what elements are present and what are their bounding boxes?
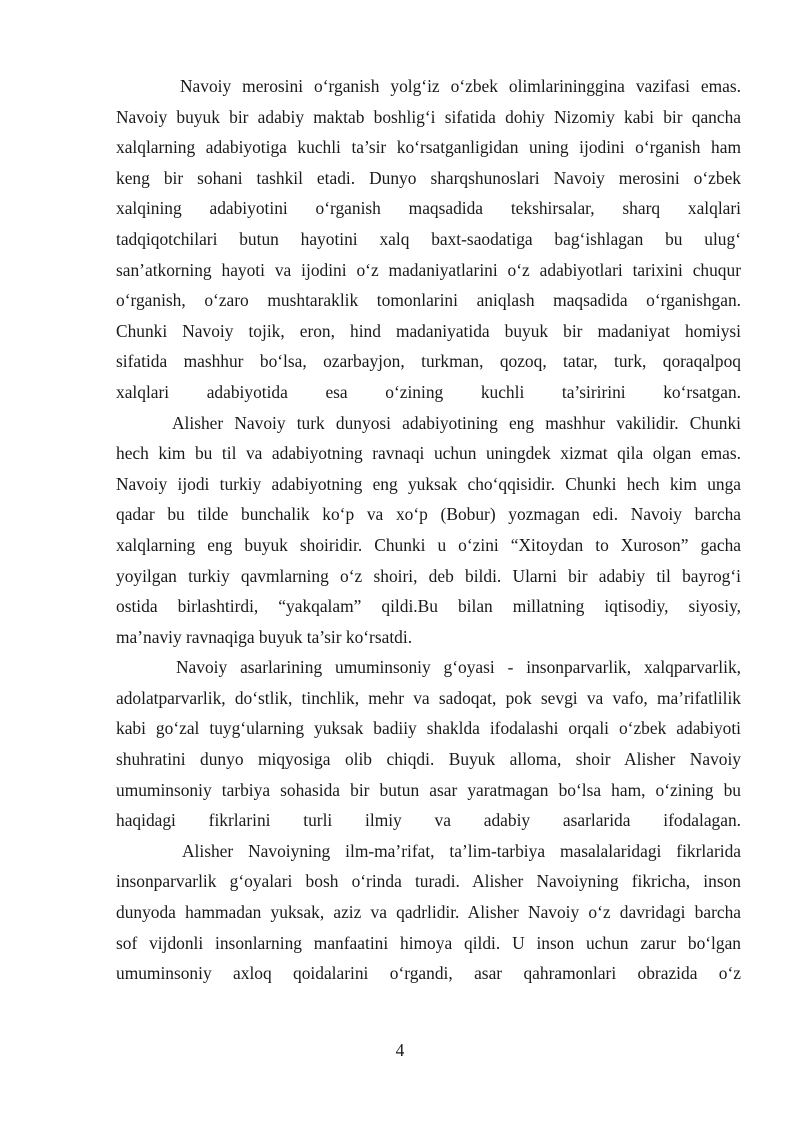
paragraph-2-line: Alisher Navoiy turk dunyosi adabiyotining eng mashhur vakilidir. Chunki: [172, 412, 741, 433]
paragraph-4-line: sof vijdonli insonlarning manfaatini himoya qildi. U inson uchun zarur bo‘lgan: [116, 932, 741, 953]
paragraph-1-line: xalqlarning adabiyotiga kuchli ta’sir ko‘rsatganligidan uning ijodini o‘rganish ham: [116, 137, 741, 158]
paragraph-3-line: kabi go‘zal tuyg‘ularning yuksak badiiy shaklda ifodalashi orqali o‘zbek adabiyoti: [116, 718, 741, 739]
paragraph-2-line: qadar bu tilde bunchalik ko‘p va xo‘p (Bobur) yozmagan edi. Navoiy barcha: [116, 504, 741, 525]
paragraph-2-line: ostida birlashtirdi, “yakqalam” qildi.Bu bilan millatning iqtisodiy, siyosiy,: [116, 596, 741, 617]
paragraph-2-line: Navoiy ijodi turkiy adabiyotning eng yuksak cho‘qqisidir. Chunki hech kim unga: [116, 473, 741, 494]
paragraph-4-line: umuminsoniy axloq qoidalarini o‘rgandi, asar qahramonlari obrazida o‘z: [116, 963, 741, 984]
body-text: [116, 71, 741, 989]
page-number: 4: [395, 1040, 405, 1060]
paragraph-3-line: haqidagi fikrlarini turli ilmiy va adabiy asarlarida ifodalagan.: [116, 810, 741, 831]
paragraph-2-line: yoyilgan turkiy qavmlarning o‘z shoiri, deb bildi. Ularni bir adabiy til bayrog‘i: [116, 565, 741, 586]
paragraph-1-line: keng bir sohani tashkil etadi. Dunyo sharqshunoslari Navoiy merosini o‘zbek: [116, 167, 741, 188]
paragraph-1-line: sifatida mashhur bo‘lsa, ozarbayjon, turkman, qozoq, tatar, turk, qoraqalpoq: [116, 351, 741, 372]
paragraph-1-line: Chunki Navoiy tojik, eron, hind madaniyatida buyuk bir madaniyat homiysi: [116, 320, 741, 341]
paragraph-1-line: Navoiy merosini o‘rganish yolg‘iz o‘zbek olimlarininggina vazifasi emas.: [180, 76, 741, 96]
paragraph-1-line: san’atkorning hayoti va ijodini o‘z madaniyatlarini o‘z adabiyotlari tarixini chuqur: [116, 259, 741, 280]
paragraph-1-line: o‘rganish, o‘zaro mushtaraklik tomonlarini aniqlash maqsadida o‘rganishgan.: [116, 290, 741, 311]
paragraph-1-line: tadqiqotchilari butun hayotini xalq baxt-saodatiga bag‘ishlagan bu ulug‘: [116, 228, 741, 249]
paragraph-2-line: xalqlarning eng buyuk shoiridir. Chunki u o‘zini “Xitoydan to Xuroson” gacha: [116, 534, 741, 555]
paragraph-1-line: xalqining adabiyotini o‘rganish maqsadida tekshirsalar, sharq xalqlari: [116, 198, 741, 219]
paragraph-3-line: shuhratini dunyo miqyosiga olib chiqdi. Buyuk alloma, shoir Alisher Navoiy: [116, 749, 741, 770]
paragraph-4-line: dunyoda hammadan yuksak, aziz va qadrlidir. Alisher Navoiy o‘z davridagi barcha: [116, 902, 741, 923]
paragraph-3-line: Navoiy asarlarining umuminsoniy g‘oyasi - insonparvarlik, xalqparvarlik,: [176, 657, 741, 678]
paragraph-1-line: xalqlari adabiyotida esa o‘zining kuchli ta’siririni ko‘rsatgan.: [116, 381, 741, 402]
paragraph-3-line: umuminsoniy tarbiya sohasida bir butun asar yaratmagan bo‘lsa ham, o‘zining bu: [116, 779, 741, 800]
paragraph-3-line: adolatparvarlik, do‘stlik, tinchlik, mehr va sadoqat, pok sevgi va vafo, ma’rifatlilik: [116, 687, 741, 708]
paragraph-2-line: hech kim bu til va adabiyotning ravnaqi uchun uningdek xizmat qila olgan emas.: [116, 443, 741, 464]
paragraph-2-line: ma’naviy ravnaqiga buyuk ta’sir ko‘rsatdi.: [116, 626, 413, 647]
paragraph-1-line: Navoiy buyuk bir adabiy maktab boshlig‘i sifatida dohiy Nizomiy kabi bir qancha: [116, 106, 741, 127]
paragraph-4-line: Alisher Navoiyning ilm-ma’rifat, ta’lim-tarbiya masalalaridagi fikrlarida: [182, 840, 741, 861]
paragraph-4-line: insonparvarlik g‘oyalari bosh o‘rinda turadi. Alisher Navoiyning fikricha, inson: [116, 871, 741, 892]
